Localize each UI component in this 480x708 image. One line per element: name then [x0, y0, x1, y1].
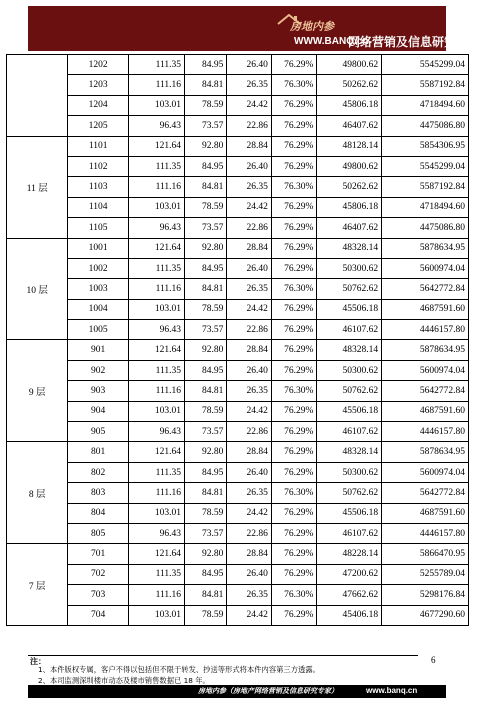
value-cell: 76.30%: [271, 585, 317, 605]
value-cell: 28.84: [227, 442, 272, 462]
value-cell: 5545299.04: [382, 55, 469, 75]
value-cell: 26.40: [227, 564, 272, 584]
table-row: [7, 75, 469, 95]
value-cell: 96.43: [128, 320, 184, 340]
table-row: [7, 136, 469, 156]
value-cell: 73.57: [185, 320, 227, 340]
value-cell: 76.30%: [271, 279, 317, 299]
value-cell: 24.42: [227, 299, 272, 319]
value-cell: 26.35: [227, 279, 272, 299]
value-cell: 48128.14: [317, 136, 382, 156]
value-cell: 111.35: [128, 360, 184, 380]
table-row: [7, 585, 469, 605]
value-cell: 5545299.04: [382, 156, 469, 176]
table-row: [7, 462, 469, 482]
unit-number-cell: 704: [68, 605, 128, 625]
value-cell: 76.29%: [271, 55, 317, 75]
value-cell: 96.43: [128, 116, 184, 136]
value-cell: 76.29%: [271, 116, 317, 136]
value-cell: 48328.14: [317, 238, 382, 258]
value-cell: 103.01: [128, 197, 184, 217]
value-cell: 111.16: [128, 75, 184, 95]
value-cell: 76.29%: [271, 605, 317, 625]
value-cell: 45506.18: [317, 401, 382, 421]
value-cell: 48328.14: [317, 340, 382, 360]
value-cell: 5642772.84: [382, 483, 469, 503]
value-cell: 45506.18: [317, 503, 382, 523]
notes-label: 注：: [30, 657, 46, 666]
value-cell: 26.35: [227, 585, 272, 605]
value-cell: 28.84: [227, 544, 272, 564]
value-cell: 103.01: [128, 503, 184, 523]
unit-number-cell: 703: [68, 585, 128, 605]
value-cell: 73.57: [185, 523, 227, 543]
value-cell: 103.01: [128, 299, 184, 319]
value-cell: 96.43: [128, 422, 184, 442]
value-cell: 26.40: [227, 462, 272, 482]
footer-tagline: 房地内参（房地产网络营销及信息研究专家）: [198, 687, 338, 695]
value-cell: 84.81: [185, 585, 227, 605]
value-cell: 96.43: [128, 523, 184, 543]
value-cell: 76.29%: [271, 95, 317, 115]
table-row: [7, 95, 469, 115]
value-cell: 50262.62: [317, 75, 382, 95]
value-cell: 24.42: [227, 605, 272, 625]
floor-label: 7 层: [7, 544, 68, 626]
value-cell: 5878634.95: [382, 238, 469, 258]
value-cell: 76.29%: [271, 218, 317, 238]
unit-number-cell: 1104: [68, 197, 128, 217]
floor-label: 11 层: [7, 136, 68, 238]
value-cell: 26.35: [227, 177, 272, 197]
value-cell: 76.29%: [271, 136, 317, 156]
value-cell: 46107.62: [317, 320, 382, 340]
value-cell: 50300.62: [317, 360, 382, 380]
footer-banner: [28, 685, 446, 698]
value-cell: 4446157.80: [382, 320, 469, 340]
value-cell: 78.59: [185, 503, 227, 523]
value-cell: 84.81: [185, 381, 227, 401]
unit-number-cell: 1102: [68, 156, 128, 176]
value-cell: 76.29%: [271, 360, 317, 380]
note-line-2: 2、本司监测深圳楼市动态及楼市销售数据已 18 年。: [38, 676, 210, 685]
value-cell: 47662.62: [317, 585, 382, 605]
value-cell: 50262.62: [317, 177, 382, 197]
value-cell: 5587192.84: [382, 177, 469, 197]
value-cell: 121.64: [128, 544, 184, 564]
value-cell: 50762.62: [317, 381, 382, 401]
value-cell: 4718494.60: [382, 95, 469, 115]
value-cell: 84.95: [185, 156, 227, 176]
value-cell: 49800.62: [317, 156, 382, 176]
table-row: [7, 238, 469, 258]
value-cell: 76.29%: [271, 320, 317, 340]
unit-number-cell: 702: [68, 564, 128, 584]
unit-number-cell: 1205: [68, 116, 128, 136]
value-cell: 46107.62: [317, 422, 382, 442]
value-cell: 22.86: [227, 218, 272, 238]
table-row: [7, 605, 469, 625]
unit-number-cell: 1004: [68, 299, 128, 319]
value-cell: 5587192.84: [382, 75, 469, 95]
value-cell: 76.29%: [271, 340, 317, 360]
unit-number-cell: 802: [68, 462, 128, 482]
value-cell: 92.80: [185, 544, 227, 564]
table-row: [7, 218, 469, 238]
value-cell: 92.80: [185, 136, 227, 156]
table-row: [7, 116, 469, 136]
value-cell: 76.29%: [271, 564, 317, 584]
unit-number-cell: 1204: [68, 95, 128, 115]
footer-url: www.banq.cn: [366, 686, 418, 695]
value-cell: 5878634.95: [382, 340, 469, 360]
value-cell: 92.80: [185, 340, 227, 360]
value-cell: 22.86: [227, 116, 272, 136]
value-cell: 76.30%: [271, 483, 317, 503]
table-row: [7, 564, 469, 584]
value-cell: 84.81: [185, 177, 227, 197]
value-cell: 28.84: [227, 238, 272, 258]
note-line-1: 1、本件版权专属，客户不得以包括但不限于转发、抄送等形式将本件内容第三方透露。: [38, 665, 320, 674]
value-cell: 26.35: [227, 381, 272, 401]
value-cell: 84.95: [185, 55, 227, 75]
unit-number-cell: 905: [68, 422, 128, 442]
value-cell: 26.40: [227, 258, 272, 278]
value-cell: 48228.14: [317, 544, 382, 564]
value-cell: 121.64: [128, 136, 184, 156]
brand-title: 网络营销及信息研究专家: [348, 35, 480, 49]
value-cell: 24.42: [227, 401, 272, 421]
value-cell: 28.84: [227, 136, 272, 156]
value-cell: 111.35: [128, 462, 184, 482]
value-cell: 46107.62: [317, 523, 382, 543]
table-row: [7, 320, 469, 340]
value-cell: 78.59: [185, 605, 227, 625]
value-cell: 111.16: [128, 483, 184, 503]
value-cell: 84.95: [185, 564, 227, 584]
table-row: [7, 503, 469, 523]
value-cell: 103.01: [128, 401, 184, 421]
value-cell: 5600974.04: [382, 360, 469, 380]
table-row: [7, 197, 469, 217]
value-cell: 84.81: [185, 75, 227, 95]
value-cell: 24.42: [227, 503, 272, 523]
value-cell: 78.59: [185, 197, 227, 217]
table-row: [7, 340, 469, 360]
value-cell: 76.29%: [271, 442, 317, 462]
unit-number-cell: 904: [68, 401, 128, 421]
table-row: [7, 258, 469, 278]
page-number: 6: [431, 655, 436, 665]
unit-number-cell: 1103: [68, 177, 128, 197]
unit-number-cell: 1202: [68, 55, 128, 75]
value-cell: 76.29%: [271, 156, 317, 176]
value-cell: 92.80: [185, 442, 227, 462]
unit-number-cell: 804: [68, 503, 128, 523]
value-cell: 50762.62: [317, 483, 382, 503]
value-cell: 5642772.84: [382, 279, 469, 299]
value-cell: 5298176.84: [382, 585, 469, 605]
value-cell: 78.59: [185, 401, 227, 421]
value-cell: 76.29%: [271, 544, 317, 564]
value-cell: 4687591.60: [382, 503, 469, 523]
value-cell: 76.30%: [271, 177, 317, 197]
value-cell: 4446157.80: [382, 523, 469, 543]
value-cell: 48328.14: [317, 442, 382, 462]
value-cell: 45806.18: [317, 197, 382, 217]
value-cell: 46407.62: [317, 116, 382, 136]
value-cell: 96.43: [128, 218, 184, 238]
unit-number-cell: 701: [68, 544, 128, 564]
value-cell: 46407.62: [317, 218, 382, 238]
value-cell: 76.29%: [271, 401, 317, 421]
value-cell: 49800.62: [317, 55, 382, 75]
unit-number-cell: 1001: [68, 238, 128, 258]
table-row: [7, 55, 469, 75]
value-cell: 76.29%: [271, 299, 317, 319]
brand-name: 房地内参: [290, 20, 334, 33]
value-cell: 76.30%: [271, 75, 317, 95]
unit-number-cell: 1003: [68, 279, 128, 299]
value-cell: 4475086.80: [382, 218, 469, 238]
table-row: [7, 422, 469, 442]
value-cell: 5866470.95: [382, 544, 469, 564]
unit-price-table: [6, 54, 469, 626]
value-cell: 47200.62: [317, 564, 382, 584]
value-cell: 78.59: [185, 95, 227, 115]
value-cell: 50300.62: [317, 462, 382, 482]
table-row: [7, 299, 469, 319]
header-banner: [28, 6, 480, 51]
value-cell: 76.29%: [271, 503, 317, 523]
value-cell: 5642772.84: [382, 381, 469, 401]
value-cell: 4718494.60: [382, 197, 469, 217]
value-cell: 103.01: [128, 605, 184, 625]
value-cell: 76.29%: [271, 238, 317, 258]
value-cell: 73.57: [185, 218, 227, 238]
value-cell: 28.84: [227, 340, 272, 360]
value-cell: 50300.62: [317, 258, 382, 278]
value-cell: 73.57: [185, 422, 227, 442]
value-cell: 45806.18: [317, 95, 382, 115]
value-cell: 5600974.04: [382, 462, 469, 482]
unit-number-cell: 1005: [68, 320, 128, 340]
table-row: [7, 360, 469, 380]
unit-number-cell: 1002: [68, 258, 128, 278]
value-cell: 45506.18: [317, 299, 382, 319]
table-row: [7, 381, 469, 401]
value-cell: 111.16: [128, 177, 184, 197]
value-cell: 84.95: [185, 258, 227, 278]
value-cell: 111.16: [128, 381, 184, 401]
value-cell: 111.35: [128, 55, 184, 75]
table-row: [7, 401, 469, 421]
value-cell: 45406.18: [317, 605, 382, 625]
value-cell: 111.35: [128, 564, 184, 584]
unit-number-cell: 1105: [68, 218, 128, 238]
value-cell: 84.95: [185, 360, 227, 380]
value-cell: 121.64: [128, 238, 184, 258]
value-cell: 26.40: [227, 360, 272, 380]
value-cell: 5878634.95: [382, 442, 469, 462]
value-cell: 4446157.80: [382, 422, 469, 442]
value-cell: 26.35: [227, 483, 272, 503]
value-cell: 92.80: [185, 238, 227, 258]
unit-number-cell: 803: [68, 483, 128, 503]
value-cell: 84.81: [185, 483, 227, 503]
value-cell: 121.64: [128, 340, 184, 360]
value-cell: 5600974.04: [382, 258, 469, 278]
value-cell: 4687591.60: [382, 299, 469, 319]
value-cell: 111.16: [128, 279, 184, 299]
unit-number-cell: 801: [68, 442, 128, 462]
table-row: [7, 279, 469, 299]
value-cell: 111.35: [128, 258, 184, 278]
unit-number-cell: 901: [68, 340, 128, 360]
value-cell: 24.42: [227, 95, 272, 115]
value-cell: 50762.62: [317, 279, 382, 299]
value-cell: 76.29%: [271, 258, 317, 278]
value-cell: 26.40: [227, 156, 272, 176]
value-cell: 76.29%: [271, 462, 317, 482]
floor-label: 10 层: [7, 238, 68, 340]
value-cell: 22.86: [227, 523, 272, 543]
value-cell: 84.95: [185, 462, 227, 482]
table-row: [7, 483, 469, 503]
value-cell: 4677290.60: [382, 605, 469, 625]
value-cell: 121.64: [128, 442, 184, 462]
value-cell: 22.86: [227, 422, 272, 442]
value-cell: 4475086.80: [382, 116, 469, 136]
value-cell: 111.16: [128, 585, 184, 605]
brand-url: WWW.BANQ.cn: [294, 36, 369, 47]
value-cell: 76.29%: [271, 523, 317, 543]
value-cell: 5854306.95: [382, 136, 469, 156]
value-cell: 26.40: [227, 55, 272, 75]
table-row: [7, 156, 469, 176]
table-row: [7, 442, 469, 462]
value-cell: 76.29%: [271, 197, 317, 217]
value-cell: 84.81: [185, 279, 227, 299]
value-cell: 103.01: [128, 95, 184, 115]
unit-number-cell: 902: [68, 360, 128, 380]
value-cell: 76.29%: [271, 422, 317, 442]
table-row: [7, 177, 469, 197]
floor-label: 9 层: [7, 340, 68, 442]
value-cell: 5255789.04: [382, 564, 469, 584]
value-cell: 22.86: [227, 320, 272, 340]
table-row: [7, 523, 469, 543]
value-cell: 26.35: [227, 75, 272, 95]
value-cell: 73.57: [185, 116, 227, 136]
value-cell: 76.30%: [271, 381, 317, 401]
unit-number-cell: 805: [68, 523, 128, 543]
unit-number-cell: 1101: [68, 136, 128, 156]
value-cell: 111.35: [128, 156, 184, 176]
value-cell: 24.42: [227, 197, 272, 217]
unit-number-cell: 1203: [68, 75, 128, 95]
value-cell: 4687591.60: [382, 401, 469, 421]
unit-number-cell: 903: [68, 381, 128, 401]
floor-label: 8 层: [7, 442, 68, 544]
floor-label: [7, 55, 68, 137]
value-cell: 78.59: [185, 299, 227, 319]
table-row: [7, 544, 469, 564]
